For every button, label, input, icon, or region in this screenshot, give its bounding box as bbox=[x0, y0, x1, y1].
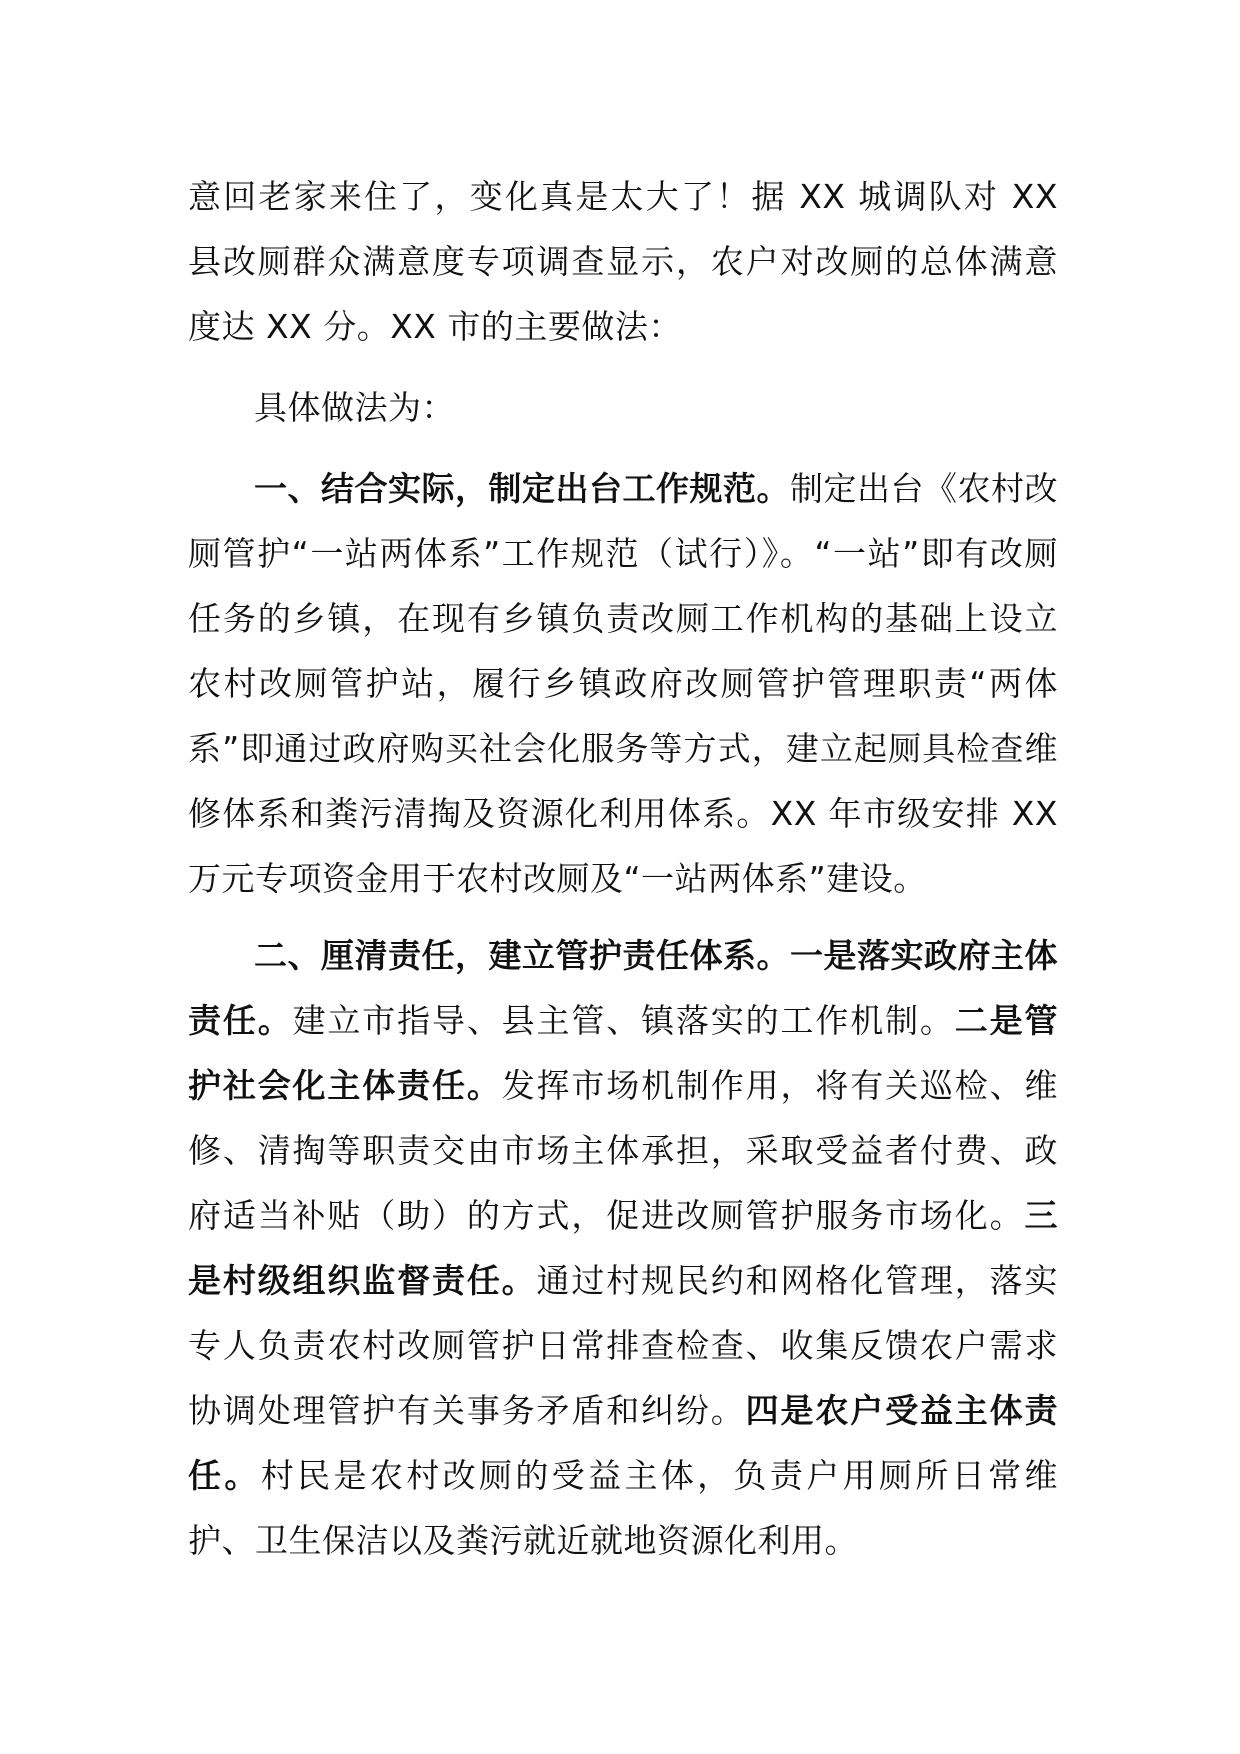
sub-heading: 二是管护社会化主体责任。 bbox=[188, 1001, 1059, 1105]
text-run: 村民是农村改厕的受益主体，负责户用厕所日常维护、卫生保洁以及粪污就近就地资源化利用。 bbox=[188, 1456, 1059, 1560]
sub-heading: 三是村级组织监督责任。 bbox=[188, 1196, 1058, 1300]
text-run: 具体做法为： bbox=[254, 388, 455, 427]
section-heading: 二、厘清责任，建立管护责任体系。一是落实政府主体责任。 bbox=[188, 936, 1058, 1040]
document-body bbox=[188, 164, 1058, 1573]
text-run: 建立市指导、县主管、镇落实的工作机制。 bbox=[292, 1001, 955, 1040]
text-run: 制定出台《农村改厕管护“一站两体系”工作规范（试行）》。“一站”即有改厕任务的乡镇，在现有乡镇负责改厕工作机构的基础上设立农村改厕管护站，履行乡镇政府改厕管护管理职责“两体系”即通过政府购买社会化服务等方式，建立起厕具检查维修体系和粪污清掏及资源化利用体系。XX 年市级安排 XX 万元专项资金用于农村改厕及“一站两体系”建设。 bbox=[188, 469, 1058, 898]
text-run: 意回老家来住了，变化真是太大了！据 XX 城调队对 XX 县改厕群众满意度专项调查显示，农户对改厕的总体满意度达 XX 分。XX 市的主要做法： bbox=[188, 177, 1058, 346]
paragraph-lead bbox=[188, 375, 1058, 440]
text-run: 通过村规民约和网格化管理，落实专人负责农村改厕管护日常排查检查、收集反馈农户需求协调处理管护有关事务矛盾和纠纷。 bbox=[188, 1261, 1059, 1430]
sub-heading: 四是农户受益主体责任。 bbox=[188, 1391, 1059, 1495]
paragraph-section-1 bbox=[188, 456, 1058, 911]
text-run: 发挥市场机制作用，将有关巡检、维修、清掏等职责交由市场主体承担，采取受益者付费、政府适当补贴（助）的方式，促进改厕管护服务市场化。 bbox=[188, 1066, 1059, 1235]
paragraph-intro bbox=[188, 164, 1058, 359]
section-heading: 一、结合实际，制定出台工作规范。 bbox=[254, 469, 790, 508]
paragraph-section-2 bbox=[188, 923, 1058, 1573]
